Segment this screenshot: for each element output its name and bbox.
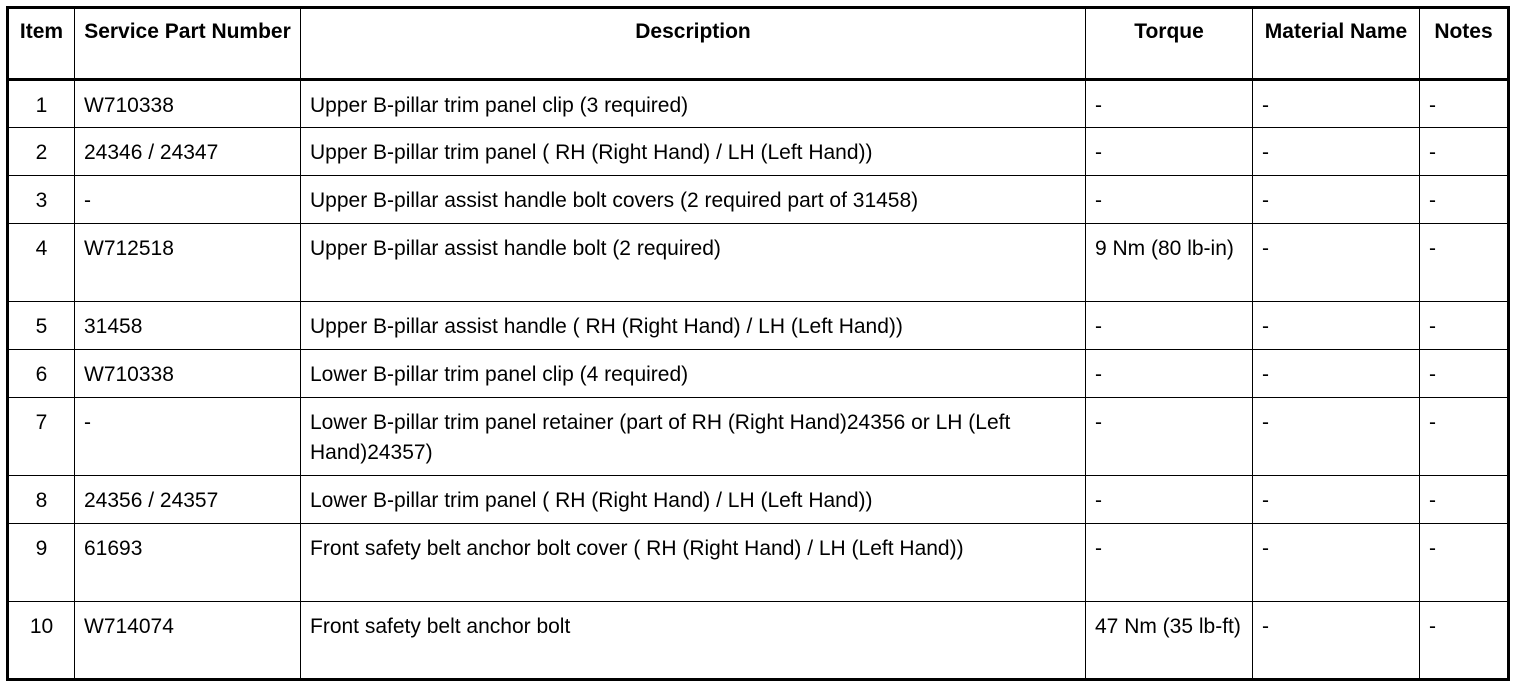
cell-description: Lower B-pillar trim panel retainer (part of RH (Right Hand)24356 or LH (Left Hand)24357) — [301, 398, 1086, 476]
cell-description: Upper B-pillar trim panel clip (3 required) — [301, 80, 1086, 128]
cell-part-number: 61693 — [75, 524, 301, 602]
table-row — [8, 476, 1509, 524]
cell-part-number: W714074 — [75, 602, 301, 680]
cell-part-number: W710338 — [75, 80, 301, 128]
cell-notes: - — [1420, 476, 1509, 524]
cell-part-number: - — [75, 176, 301, 224]
cell-torque: - — [1086, 524, 1253, 602]
table-row — [8, 176, 1509, 224]
cell-part-number: W712518 — [75, 224, 301, 302]
table-row — [8, 524, 1509, 602]
cell-description: Upper B-pillar trim panel ( RH (Right Hand) / LH (Left Hand)) — [301, 128, 1086, 176]
cell-notes: - — [1420, 128, 1509, 176]
cell-item: 4 — [8, 224, 75, 302]
cell-item: 2 — [8, 128, 75, 176]
cell-notes: - — [1420, 602, 1509, 680]
table-row — [8, 128, 1509, 176]
cell-part-number: 24356 / 24357 — [75, 476, 301, 524]
cell-torque: - — [1086, 476, 1253, 524]
cell-description: Upper B-pillar assist handle ( RH (Right Hand) / LH (Left Hand)) — [301, 302, 1086, 350]
header-service-part-number: Service Part Number — [75, 8, 301, 80]
cell-item: 1 — [8, 80, 75, 128]
cell-notes: - — [1420, 224, 1509, 302]
cell-item: 7 — [8, 398, 75, 476]
cell-notes: - — [1420, 398, 1509, 476]
header-description: Description — [301, 8, 1086, 80]
header-row — [8, 8, 1509, 80]
cell-material: - — [1253, 302, 1420, 350]
cell-item: 10 — [8, 602, 75, 680]
cell-description: Front safety belt anchor bolt — [301, 602, 1086, 680]
cell-torque: 47 Nm (35 lb-ft) — [1086, 602, 1253, 680]
table-row — [8, 350, 1509, 398]
cell-torque: - — [1086, 350, 1253, 398]
cell-torque: - — [1086, 398, 1253, 476]
cell-material: - — [1253, 176, 1420, 224]
cell-material: - — [1253, 398, 1420, 476]
table-row — [8, 602, 1509, 680]
table-body — [8, 80, 1509, 680]
cell-item: 3 — [8, 176, 75, 224]
table-row — [8, 398, 1509, 476]
cell-part-number: 31458 — [75, 302, 301, 350]
parts-table — [6, 6, 1510, 681]
cell-description: Front safety belt anchor bolt cover ( RH (Right Hand) / LH (Left Hand)) — [301, 524, 1086, 602]
cell-torque: - — [1086, 128, 1253, 176]
header-material-name: Material Name — [1253, 8, 1420, 80]
table-row — [8, 224, 1509, 302]
cell-part-number: - — [75, 398, 301, 476]
cell-part-number: 24346 / 24347 — [75, 128, 301, 176]
cell-material: - — [1253, 524, 1420, 602]
cell-description: Lower B-pillar trim panel ( RH (Right Hand) / LH (Left Hand)) — [301, 476, 1086, 524]
cell-part-number: W710338 — [75, 350, 301, 398]
cell-material: - — [1253, 350, 1420, 398]
cell-description: Lower B-pillar trim panel clip (4 required) — [301, 350, 1086, 398]
cell-torque: 9 Nm (80 lb-in) — [1086, 224, 1253, 302]
table-row — [8, 302, 1509, 350]
cell-notes: - — [1420, 524, 1509, 602]
cell-torque: - — [1086, 176, 1253, 224]
cell-torque: - — [1086, 302, 1253, 350]
cell-item: 8 — [8, 476, 75, 524]
cell-notes: - — [1420, 80, 1509, 128]
header-notes: Notes — [1420, 8, 1509, 80]
cell-description: Upper B-pillar assist handle bolt covers (2 required part of 31458) — [301, 176, 1086, 224]
cell-notes: - — [1420, 176, 1509, 224]
cell-material: - — [1253, 128, 1420, 176]
cell-material: - — [1253, 476, 1420, 524]
cell-item: 6 — [8, 350, 75, 398]
table-header — [8, 8, 1509, 80]
cell-torque: - — [1086, 80, 1253, 128]
header-torque: Torque — [1086, 8, 1253, 80]
cell-notes: - — [1420, 302, 1509, 350]
header-item: Item — [8, 8, 75, 80]
cell-material: - — [1253, 80, 1420, 128]
cell-notes: - — [1420, 350, 1509, 398]
cell-material: - — [1253, 224, 1420, 302]
cell-material: - — [1253, 602, 1420, 680]
table-row — [8, 80, 1509, 128]
cell-item: 9 — [8, 524, 75, 602]
cell-item: 5 — [8, 302, 75, 350]
cell-description: Upper B-pillar assist handle bolt (2 required) — [301, 224, 1086, 302]
